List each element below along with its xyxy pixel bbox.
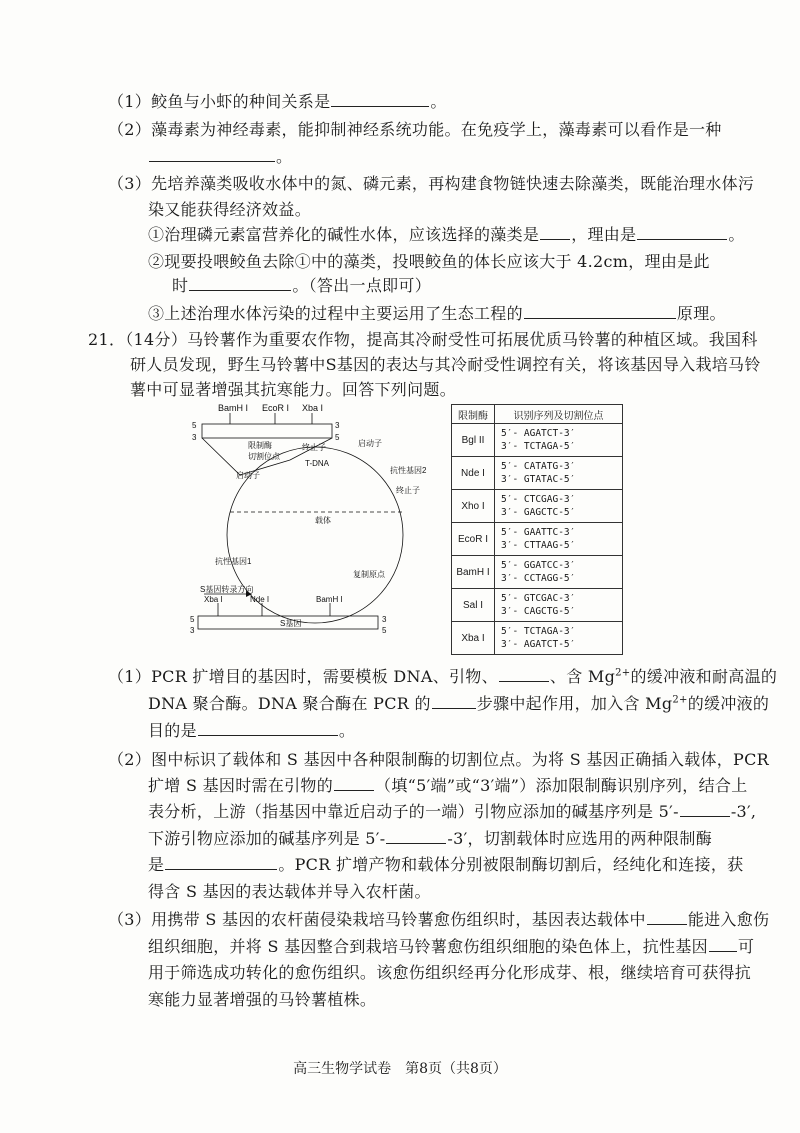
enzyme-name: BamH I (452, 556, 495, 589)
answer-blank[interactable] (709, 937, 737, 952)
table-row (452, 457, 623, 490)
answer-blank[interactable] (680, 802, 730, 817)
q20-part2: （2）藻毒素为神经毒素，能抑制神经系统功能。在免疫学上，藻毒素可以看作是一种 (108, 120, 722, 139)
q21-part2-line6: 得含 S 基因的表达载体并导入农杆菌。 (148, 882, 431, 901)
q21-part2-line4: 下游引物应添加的碱基序列是 5′- -3′，切割载体时应选用的两种限制酶 (148, 829, 713, 848)
promoter-label: 启动子 (236, 471, 260, 480)
enzyme-name: Sal I (452, 589, 495, 622)
q21-part3-line2: 组织细胞，并将 S 基因整合到栽培马铃薯愈伤组织细胞的染色体上，抗性基因 可 (148, 937, 755, 956)
q21-header: 21．（14分）马铃薯作为重要农作物，提高其冷耐受性可拓展优质马铃薯的种植区域。我国科 (88, 330, 758, 349)
answer-blank[interactable] (386, 829, 446, 844)
q20-sub1: ①治理磷元素富营养化的碱性水体，应该选择的藻类是 ，理由是 。 (148, 225, 745, 244)
q21-part3-line3: 用于筛选成功转化的愈伤组织。该愈伤组织经再分化形成芽、根，继续培育可获得抗 (148, 963, 752, 982)
q20-part3: （3）先培养藻类吸收水体中的氮、磷元素，再构建食物链快速去除藻类，既能治理水体污 (108, 174, 755, 193)
q21-part2-line2: 扩增 S 基因时需在引物的 （填“5′端”或“3′端”）添加限制酶识别序列，结合上 (148, 776, 748, 795)
enzyme-sequence: 5′- TCTAGA-3′ 3′- AGATCT-5′ (495, 622, 623, 655)
three-prime-label: 3 (190, 626, 195, 635)
q21-intro-line3: 薯中可显著增强其抗寒能力。回答下列问题。 (130, 380, 457, 399)
q21-part2-line5: 是 。PCR 扩增产物和载体分别被限制酶切割后，经纯化和连接，获 (148, 855, 744, 874)
table-header-sequence: 识别序列及切割位点 (495, 405, 623, 424)
q20-part2-line2: 。 (148, 147, 292, 167)
s-direction-label: S基因转录方向 (200, 585, 254, 594)
terminator-label: 终止子 (302, 443, 326, 452)
promoter-label: 启动子 (358, 439, 382, 448)
resistance-gene-1-label: 抗性基因1 (215, 557, 252, 566)
table-row (452, 424, 623, 457)
five-prime-label: 5 (335, 433, 340, 442)
three-prime-label: 3 (192, 433, 197, 442)
s-site-bamhi-label: BamH I (316, 595, 343, 604)
table-row (452, 556, 623, 589)
table-row (452, 589, 623, 622)
q20-sub3: ③上述治理水体污染的过程中主要运用了生态工程的 原理。 (148, 304, 726, 323)
five-prime-label: 5 (190, 615, 195, 624)
five-prime-label: 5 (382, 626, 387, 635)
q21-part3-line4: 寒能力显著增强的马铃薯植株。 (148, 990, 377, 1009)
s-site-xbai-label: Xba I (204, 595, 223, 604)
q21-intro-line2: 研人员发现，野生马铃薯中S基因的表达与其冷耐受性调控有关，将该基因导入栽培马铃 (130, 355, 761, 374)
table-row (452, 490, 623, 523)
answer-blank[interactable] (540, 225, 570, 240)
enzyme-sequence: 5′- CTCGAG-3′ 3′- GAGCTC-5′ (495, 490, 623, 523)
restriction-enzyme-table (451, 404, 623, 655)
answer-blank[interactable] (432, 694, 476, 709)
cut-label: 限制酶 (248, 441, 272, 450)
s-site-ndei-label: Nde I (250, 595, 270, 604)
site-bamhi-label: BamH I (218, 403, 249, 413)
tdna-insert-box (202, 424, 332, 438)
enzyme-sequence: 5′- GGATCC-3′ 3′- CCTAGG-5′ (495, 556, 623, 589)
answer-blank[interactable] (331, 92, 429, 107)
q20-sub2: ②现要投喂鲛鱼去除①中的藻类，投喂鲛鱼的体长应该大于 4.2cm，理由是此 (148, 252, 710, 271)
q20-sub2-line2: 时 。（答出一点即可） (172, 276, 432, 295)
tdna-label: T-DNA (305, 459, 329, 468)
answer-blank[interactable] (189, 276, 291, 291)
page-footer: 高三生物学试卷 第8页（共8页） (293, 1061, 507, 1077)
answer-blank[interactable] (647, 910, 687, 925)
q20-part3-line2: 染又能获得经济效益。 (148, 200, 312, 219)
answer-blank[interactable] (637, 225, 727, 240)
q21-part2-line3: 表分析，上游（指基因中靠近启动子的一端）引物应添加的碱基序列是 5′- -3′, (148, 802, 757, 821)
q21-part1: （1）PCR 扩增目的基因时，需要模板 DNA、引物、 、含 $Mg^{2+}$的缓冲液和耐高温的 (108, 667, 778, 686)
enzyme-name: Bgl II (452, 424, 495, 457)
enzyme-sequence: 5′- GAATTC-3′ 3′- CTTAAG-5′ (495, 523, 623, 556)
answer-blank[interactable] (524, 304, 676, 319)
table-header-enzyme: 限制酶 (452, 405, 495, 424)
answer-blank[interactable] (149, 147, 275, 162)
resistance-gene-2-label: 抗性基因2 (390, 466, 427, 475)
table-row (452, 622, 623, 655)
site-xbai-label: Xba I (302, 403, 324, 413)
three-prime-label: 3 (382, 615, 387, 624)
enzyme-sequence: 5′- GTCGAC-3′ 3′- CAGCTG-5′ (495, 589, 623, 622)
answer-blank[interactable] (499, 667, 549, 682)
terminator-label: 终止子 (396, 486, 420, 495)
answer-blank[interactable] (198, 721, 338, 736)
enzyme-name: Nde I (452, 457, 495, 490)
vector-label: 载体 (315, 516, 331, 525)
answer-blank[interactable] (165, 855, 277, 870)
enzyme-name: Xba I (452, 622, 495, 655)
q20-part1: （1）鲛鱼与小虾的种间关系是 。 (108, 92, 447, 111)
enzyme-name: Xho I (452, 490, 495, 523)
five-prime-label: 5 (192, 421, 197, 430)
table-row (452, 523, 623, 556)
enzyme-sequence: 5′- CATATG-3′ 3′- GTATAC-5′ (495, 457, 623, 490)
enzyme-sequence: 5′- AGATCT-3′ 3′- TCTAGA-5′ (495, 424, 623, 457)
answer-blank[interactable] (334, 776, 374, 791)
s-gene-label: S基因 (280, 619, 302, 628)
site-ecori-label: EcoR I (262, 403, 290, 413)
table-header-row (452, 405, 623, 424)
q21-part2: （2）图中标识了载体和 S 基因中各种限制酶的切割位点。为将 S 基因正确插入载体，PCR (108, 750, 770, 769)
three-prime-label: 3 (335, 421, 340, 430)
vector-diagram (190, 400, 440, 660)
enzyme-name: EcoR I (452, 523, 495, 556)
ori-label: 复制原点 (353, 570, 385, 579)
q21-part1-line2: DNA 聚合酶。DNA 聚合酶在 PCR 的 步骤中起作用，加入含 $Mg^{2+}$的缓冲液的 (148, 694, 770, 713)
q21-part1-line3: 目的是 。 (148, 721, 356, 740)
cut-label: 切割位点 (248, 452, 280, 461)
q21-part3: （3）用携带 S 基因的农杆菌侵染栽培马铃薯愈伤组织时，基因表达载体中 能进入愈伤 (108, 910, 770, 929)
